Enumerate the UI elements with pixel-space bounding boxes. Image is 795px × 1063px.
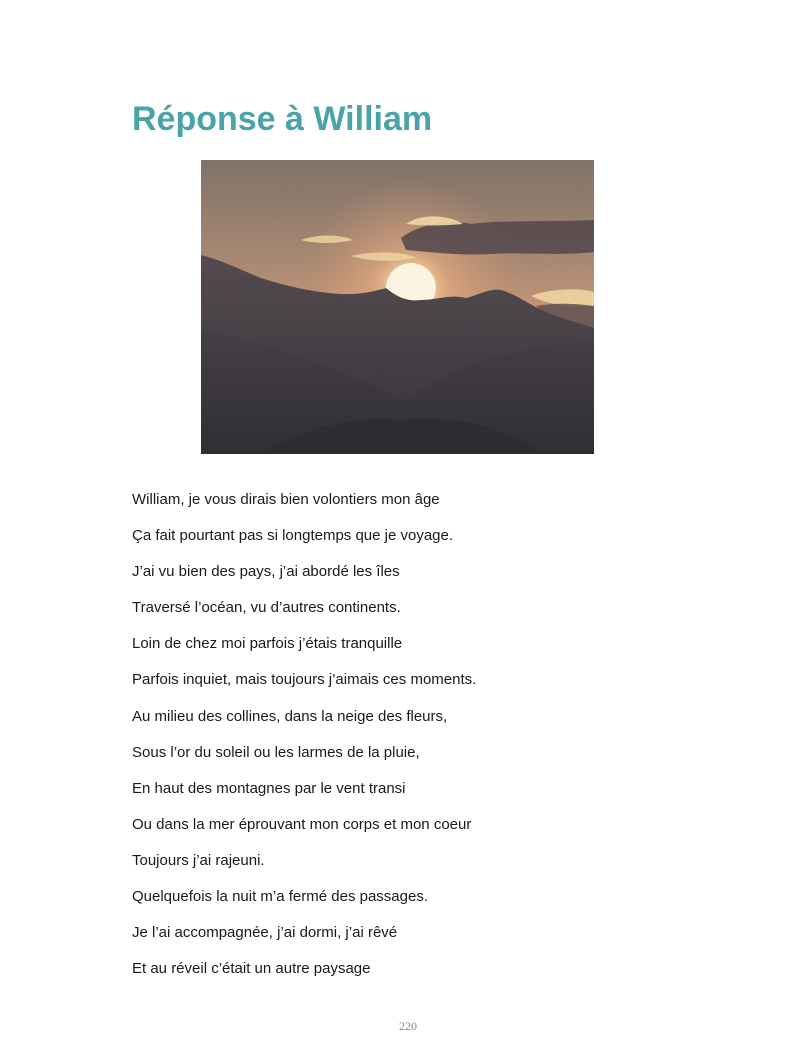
poem-line: Je l’ai accompagnée, j’ai dormi, j’ai rêvé	[132, 924, 398, 942]
poem-line: Quelquefois la nuit m’a fermé des passages.	[132, 888, 428, 906]
poem-line: William, je vous dirais bien volontiers mon âge	[132, 491, 440, 508]
film-grain	[201, 160, 594, 454]
poem-line: En haut des montagnes par le vent transi	[132, 779, 406, 797]
poem-line: Parfois inquiet, mais toujours j’aimais ces moments.	[132, 671, 477, 689]
poem-line: Ou dans la mer éprouvant mon corps et mon coeur	[132, 815, 472, 833]
sunset-mountain-photo	[201, 160, 594, 454]
page-title: Réponse à William	[132, 100, 433, 138]
poem-line: Et au réveil c’était un autre paysage	[132, 960, 371, 978]
poem-line: Sous l’or du soleil ou les larmes de la pluie,	[132, 743, 420, 761]
poem-line: Toujours j’ai rajeuni.	[132, 851, 265, 869]
poem-line: Au milieu des collines, dans la neige des fleurs,	[132, 707, 448, 725]
poem-line: Loin de chez moi parfois j’étais tranquille	[132, 635, 403, 653]
poem-line: Traversé l’océan, vu d’autres continents.	[132, 599, 401, 617]
poem-line: Ça fait pourtant pas si longtemps que je voyage.	[132, 527, 454, 545]
poem-line: J’ai vu bien des pays, j’ai abordé les îles	[132, 563, 400, 581]
page-number: 220	[399, 1019, 417, 1033]
poem	[132, 489, 476, 994]
